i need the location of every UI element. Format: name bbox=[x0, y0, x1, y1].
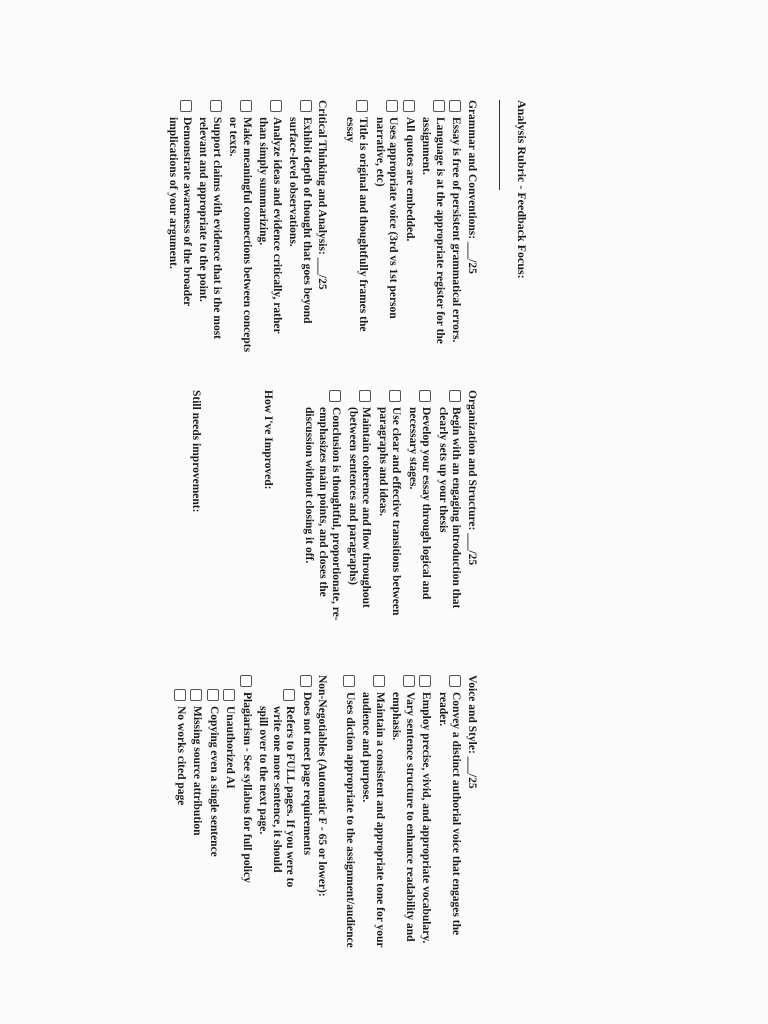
item-label: Maintain a consistent and appropriate tone for your audience and purpose. bbox=[360, 692, 386, 948]
non-negotiables-section bbox=[174, 675, 329, 950]
checklist-item[interactable] bbox=[359, 675, 386, 950]
section-heading: Grammar and Conventions: ___/25 bbox=[466, 100, 478, 274]
checklist-item[interactable] bbox=[226, 100, 253, 355]
item-label: Unauthorized AI bbox=[224, 706, 237, 789]
checklist-item[interactable] bbox=[302, 390, 343, 640]
section-heading: Critical Thinking and Analysis: ___/25 bbox=[316, 100, 329, 290]
item-label: Demonstrate awareness of the broader implications of your argument. bbox=[167, 117, 193, 307]
checkbox[interactable] bbox=[174, 689, 186, 701]
checkbox[interactable] bbox=[300, 100, 312, 112]
checklist-item[interactable] bbox=[346, 390, 373, 640]
item-label: Copying even a single sentence bbox=[208, 706, 220, 857]
checkbox[interactable] bbox=[373, 675, 385, 687]
checklist-item[interactable] bbox=[436, 675, 463, 950]
checkbox[interactable] bbox=[343, 675, 355, 687]
critical-section bbox=[166, 100, 329, 355]
item-label: Support claims with evidence that is the most relevant and appropriate to the point. bbox=[197, 117, 223, 340]
checkbox[interactable] bbox=[357, 100, 369, 112]
checklist-item[interactable] bbox=[174, 689, 188, 950]
item-label: Use clear and effective transitions between paragraphs and ideas. bbox=[377, 407, 403, 616]
checklist-item[interactable] bbox=[166, 100, 193, 355]
checkbox[interactable] bbox=[433, 100, 445, 112]
checklist-item[interactable] bbox=[300, 675, 314, 950]
checklist-item[interactable] bbox=[207, 689, 221, 950]
checkbox[interactable] bbox=[420, 390, 432, 402]
checkbox[interactable] bbox=[387, 100, 399, 112]
checkbox[interactable] bbox=[210, 100, 222, 112]
section-heading: Voice and Style: ___/25 bbox=[466, 675, 478, 789]
item-label: Missing source attribution bbox=[191, 706, 204, 836]
checklist-item[interactable] bbox=[419, 675, 433, 950]
item-label: Exhibit depth of thought that goes beyond surface-level observations. bbox=[287, 117, 313, 324]
organization-section bbox=[302, 390, 478, 640]
checklist-item[interactable] bbox=[240, 675, 254, 950]
checklist-item[interactable] bbox=[196, 100, 223, 355]
checkbox[interactable] bbox=[240, 675, 252, 687]
item-label: Refers to FULL pages. If you were to write one more sentence, it should spill over to the next page. bbox=[257, 706, 297, 888]
checklist-item[interactable] bbox=[373, 100, 400, 355]
checkbox[interactable] bbox=[403, 675, 415, 687]
checklist-item[interactable] bbox=[256, 100, 283, 355]
checkbox[interactable] bbox=[450, 390, 462, 402]
section-heading: Non-Negotiables (Automatic F - 65 or lower): bbox=[316, 675, 329, 897]
column-1 bbox=[152, 100, 478, 355]
item-label: Analyze ideas and evidence critically, rather than simply summarizing. bbox=[257, 117, 283, 334]
needs-improvement-heading: Still needs improvement: bbox=[190, 390, 203, 513]
checklist-item[interactable] bbox=[343, 675, 357, 950]
checkbox[interactable] bbox=[224, 689, 236, 701]
checkbox[interactable] bbox=[284, 689, 296, 701]
improved-heading: How I've Improved: bbox=[262, 390, 274, 490]
checklist-item[interactable] bbox=[286, 100, 313, 355]
checkbox[interactable] bbox=[403, 100, 415, 112]
column-2 bbox=[187, 390, 478, 640]
checklist-item[interactable] bbox=[223, 689, 237, 950]
section-heading: Organization and Structure: ___/25 bbox=[466, 390, 478, 566]
checklist-item[interactable] bbox=[389, 675, 416, 950]
column-3 bbox=[171, 675, 479, 950]
item-label: Maintain coherence and flow throughout (between sentences and paragraphs) bbox=[347, 407, 373, 608]
checkbox[interactable] bbox=[180, 100, 192, 112]
page-title: Analysis Rubric - Feedback Focus: bbox=[515, 100, 529, 279]
item-label: Title is original and thoughtfully frames the essay bbox=[344, 117, 370, 332]
checkbox[interactable] bbox=[390, 390, 402, 402]
item-label: Language is at the appropriate register for the assignment. bbox=[420, 117, 446, 344]
item-label: Convey a distinct authorial voice that engages the reader. bbox=[437, 692, 463, 936]
checkbox[interactable] bbox=[191, 689, 203, 701]
checkbox[interactable] bbox=[450, 100, 462, 112]
item-label: Uses appropriate voice (3rd vs 1st person narrative, etc) bbox=[374, 117, 400, 319]
checkbox[interactable] bbox=[270, 100, 282, 112]
voice-section bbox=[343, 675, 479, 950]
checkbox[interactable] bbox=[240, 100, 252, 112]
item-label: Uses diction appropriate to the assignment/audience bbox=[344, 692, 356, 948]
item-label: Plagiarism - See syllabus for full policy bbox=[241, 692, 253, 883]
checklist-item[interactable] bbox=[343, 100, 370, 355]
checklist-item[interactable] bbox=[256, 689, 297, 889]
checklist-item[interactable] bbox=[376, 390, 403, 640]
item-label: Essay is free of persistent grammatical errors. bbox=[450, 117, 463, 343]
item-label: All quotes are embedded. bbox=[404, 117, 416, 242]
checklist-item[interactable] bbox=[419, 100, 446, 355]
item-label: No works cited page bbox=[175, 706, 187, 806]
item-label: Develop your essay through logical and necessary stages. bbox=[407, 407, 433, 600]
checkbox[interactable] bbox=[420, 675, 432, 687]
item-label: Begin with an engaging introduction that clearly sets up your thesis bbox=[437, 407, 463, 609]
checkbox[interactable] bbox=[300, 675, 312, 687]
checkbox[interactable] bbox=[360, 390, 372, 402]
grammar-section bbox=[343, 100, 479, 355]
checkbox[interactable] bbox=[207, 689, 219, 701]
checkbox[interactable] bbox=[330, 390, 342, 402]
item-label: Conclusion is thoughtful, proportionate, re-emphasizes main points, and closes the discussion without closing it off. bbox=[303, 407, 343, 621]
checklist-item[interactable] bbox=[449, 100, 463, 355]
item-label: Vary sentence structure to enhance readability and emphasis. bbox=[390, 692, 416, 942]
checklist-item[interactable] bbox=[190, 689, 204, 950]
checkbox[interactable] bbox=[450, 675, 462, 687]
checklist-item[interactable] bbox=[406, 390, 433, 640]
item-label: Make meaningful connections between concepts or texts. bbox=[227, 117, 253, 353]
title-underline bbox=[499, 100, 500, 190]
item-label: Does not meet page requirements bbox=[301, 692, 313, 856]
checklist-item[interactable] bbox=[403, 100, 417, 355]
item-label: Employ precise, vivid, and appropriate vocabulary. bbox=[420, 692, 433, 944]
checklist-item[interactable] bbox=[436, 390, 463, 640]
